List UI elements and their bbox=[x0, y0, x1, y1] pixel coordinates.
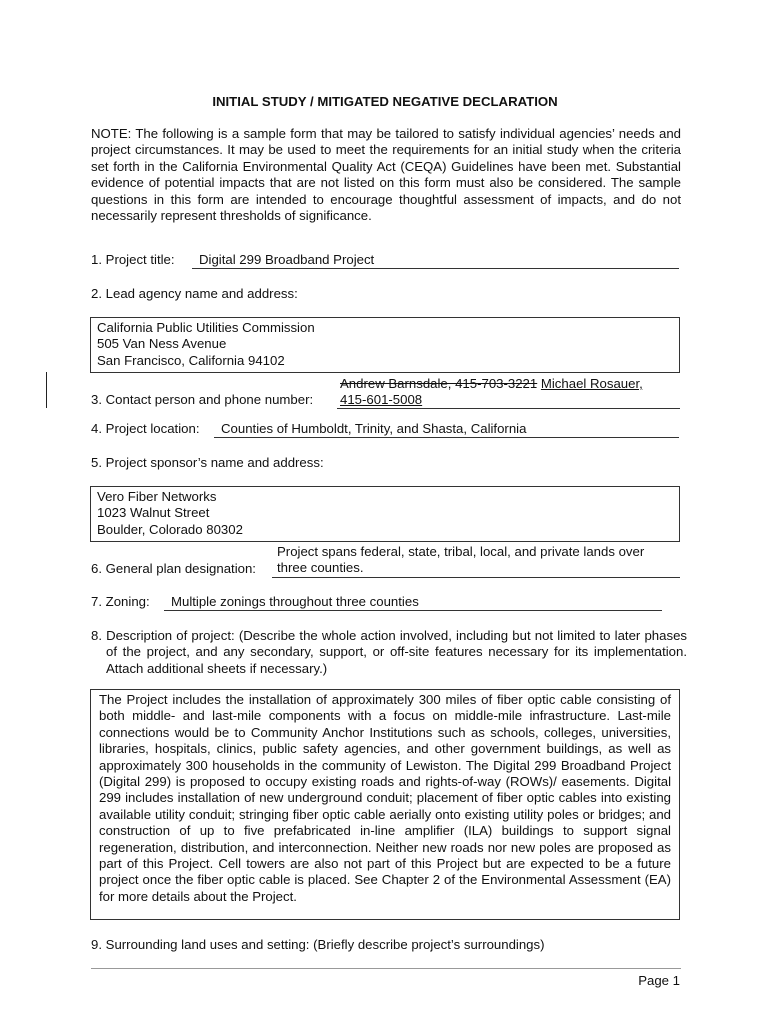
zoning-field[interactable]: Multiple zonings throughout three counties bbox=[164, 594, 662, 611]
general-plan-line: three counties. bbox=[277, 560, 364, 576]
project-location-field[interactable]: Counties of Humboldt, Trinity, and Shasta, California bbox=[214, 421, 679, 438]
contact-label: 3. Contact person and phone number: bbox=[91, 392, 314, 407]
contact-struck-text: Andrew Barnsdale, 415-703-3221 bbox=[340, 376, 538, 391]
lead-agency-box[interactable] bbox=[90, 317, 680, 373]
project-location-label: 4. Project location: bbox=[91, 421, 200, 436]
description-text: The Project includes the installation of approximately 300 miles of fiber optic cable consisting of both middle- and last-mile components with a focus on middle-mile infrastructure. Last-mile connections would be to Community Anchor Institutions such as schools, colleges, universities, libraries, hospitals, clinics, public safety agencies, and other government buildings, as well as approximately 300 households in the community of Lewiston. The Digital 299 Broadband Project (Digital 299) is proposed to occupy existing roads and rights-of-way (ROWs)/ easements. Digital 299 includes installation of new underground conduit; placement of fiber optic cables into existing available utility conduit; stringing fiber optic cable aerially onto existing utility poles or bridges; and construction of up to five prefabricated in-line amplifier (ILA) buildings to support signal regeneration, distribution, and interconnection. Neither new roads nor new poles are proposed as part of this Project. Cell towers are also not part of this Project but are expected to be a future project once the fiber optic cable is placed. See Chapter 2 of the Environmental Assessment (EA) for more details about the Project. bbox=[99, 692, 671, 904]
document-title: INITIAL STUDY / MITIGATED NEGATIVE DECLARATION bbox=[212, 94, 558, 109]
general-plan-line: Project spans federal, state, tribal, local, and private lands over bbox=[277, 544, 645, 559]
project-title-field[interactable]: Digital 299 Broadband Project bbox=[192, 252, 679, 269]
description-label: 8. Description of project: (Describe the whole action involved, including but not limited to later phases of the project, and any secondary, support, or off-site features necessary for its implementation. Attach additional sheets if necessary.) bbox=[91, 628, 687, 676]
lead-agency-line: San Francisco, California 94102 bbox=[97, 352, 285, 368]
sponsor-line: 1023 Walnut Street bbox=[97, 505, 210, 521]
sponsor-label: 5. Project sponsor’s name and address: bbox=[91, 455, 324, 470]
lead-agency-line: 505 Van Ness Avenue bbox=[97, 336, 227, 352]
lead-agency-line: California Public Utilities Commission bbox=[97, 320, 315, 335]
revision-change-bar bbox=[46, 372, 47, 408]
contact-inserted-name: Michael Rosauer, bbox=[540, 376, 643, 391]
general-plan-field[interactable] bbox=[272, 544, 680, 578]
surrounding-label: 9. Surrounding land uses and setting: (Briefly describe project’s surroundings) bbox=[91, 937, 545, 952]
description-box[interactable] bbox=[90, 689, 680, 920]
page-number: Page 1 bbox=[638, 973, 680, 988]
sponsor-line: Vero Fiber Networks bbox=[97, 489, 217, 504]
zoning-label: 7. Zoning: bbox=[91, 594, 150, 609]
lead-agency-label: 2. Lead agency name and address: bbox=[91, 286, 298, 301]
contact-field[interactable] bbox=[337, 376, 680, 409]
note-paragraph: NOTE: The following is a sample form that may be tailored to satisfy individual agencies’ needs and project circumstances. It may be used to meet the requirements for an initial study when the criteria set forth in the California Environmental Quality Act (CEQA) Guidelines have been met. Substantial evidence of potential impacts that are not listed on this form must also be considered. The sample questions in this form are intended to encourage thoughtful assessment of impacts, and do not necessarily represent thresholds of significance. bbox=[91, 126, 681, 224]
contact-inserted-phone: 415-601-5008 bbox=[340, 392, 423, 407]
sponsor-box[interactable] bbox=[90, 486, 680, 542]
general-plan-label: 6. General plan designation: bbox=[91, 561, 256, 576]
sponsor-line: Boulder, Colorado 80302 bbox=[97, 521, 243, 537]
footer-rule bbox=[91, 968, 681, 969]
project-title-label: 1. Project title: bbox=[91, 252, 175, 267]
